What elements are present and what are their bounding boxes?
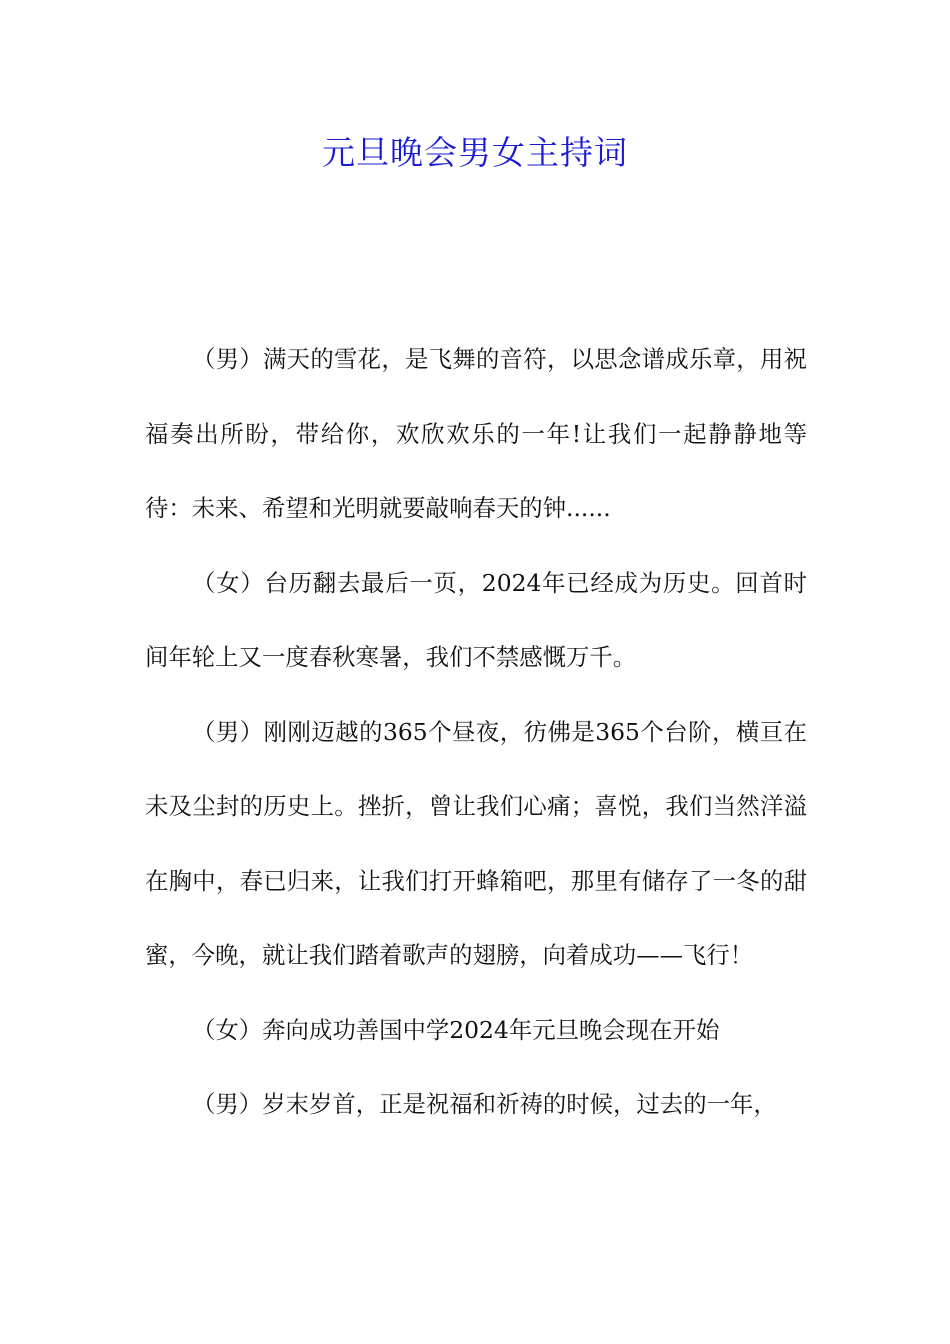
paragraph-5: （男）岁末岁首，正是祝福和祈祷的时候，过去的一年， xyxy=(192,1090,777,1118)
paragraph-3: （男）刚刚迈越的365个昼夜，彷佛是365个台阶，横亘在未及尘封的历史上。挫折，曾让我们心痛；喜悦，我们当然洋溢在胸中，春已归来，让我们打开蜂箱吧，那里有储存了一冬的甜蜜，今晚，就让我们踏着歌声的翅膀，向着成功——飞行！ xyxy=(145,717,807,969)
paragraph-4: （女）奔向成功善国中学2024年元旦晚会现在开始 xyxy=(192,1015,720,1044)
document-title: 元旦晚会男女主持词 xyxy=(322,133,628,172)
paragraph-2: （女）台历翻去最后一页，2024年已经成为历史。回首时间年轮上又一度春秋寒暑，我们不禁感慨万千。 xyxy=(145,568,807,671)
document-body xyxy=(145,322,807,1142)
paragraph-1: （男）满天的雪花，是飞舞的音符，以思念谱成乐章，用祝福奏出所盼，带给你，欢欣欢乐的一年!让我们一起静静地等待：未来、希望和光明就要敲响春天的钟...... xyxy=(145,345,807,522)
